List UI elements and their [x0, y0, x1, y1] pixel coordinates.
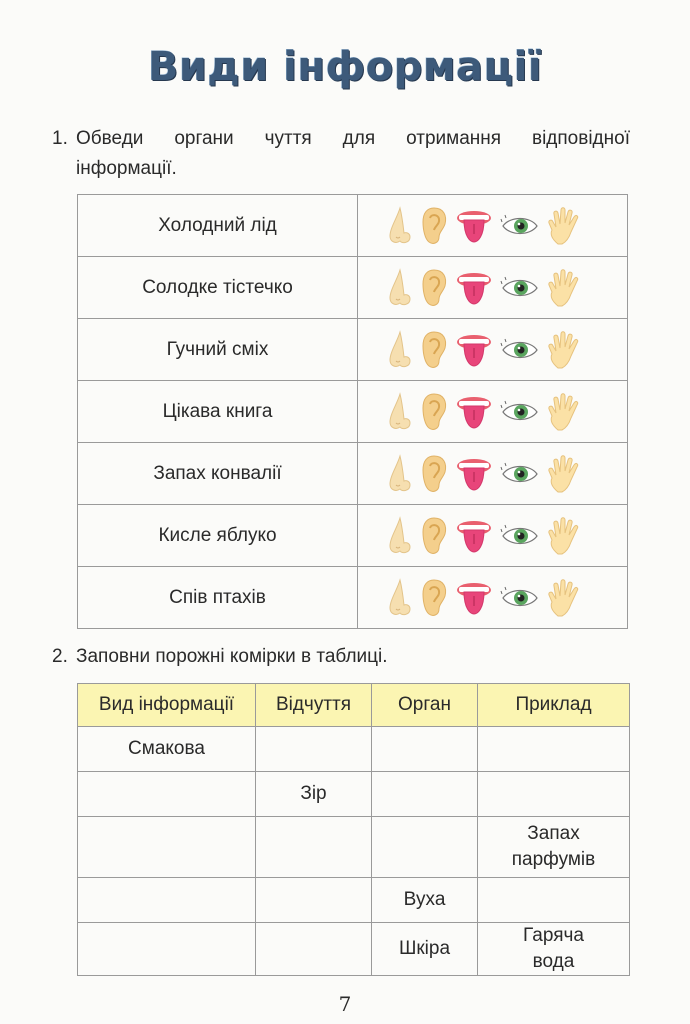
nose-icon[interactable] — [386, 330, 414, 370]
table-cell: Смакова — [78, 727, 256, 772]
task-1-instruction — [52, 124, 630, 184]
ear-icon[interactable] — [420, 206, 448, 246]
senses-row — [78, 443, 628, 505]
table-cell: Зір — [256, 772, 372, 817]
senses-row-label: Холодний лід — [78, 195, 358, 257]
column-header: Приклад — [478, 684, 630, 727]
table-cell: Вуха — [372, 878, 478, 923]
ear-icon[interactable] — [420, 454, 448, 494]
ear-icon[interactable] — [420, 578, 448, 618]
senses-row — [78, 505, 628, 567]
empty-answer-cell[interactable] — [478, 727, 630, 772]
table-cell: Гаряча вода — [478, 923, 630, 976]
tongue-icon[interactable] — [454, 578, 494, 618]
senses-row-label: Спів птахів — [78, 567, 358, 629]
empty-answer-cell[interactable] — [372, 817, 478, 878]
eye-icon[interactable] — [500, 274, 540, 302]
eye-icon[interactable] — [500, 212, 540, 240]
senses-row-label: Гучний сміх — [78, 319, 358, 381]
senses-row — [78, 195, 628, 257]
hand-icon[interactable] — [546, 392, 586, 432]
tongue-icon[interactable] — [454, 516, 494, 556]
empty-answer-cell[interactable] — [256, 817, 372, 878]
empty-answer-cell[interactable] — [256, 878, 372, 923]
senses-icons-cell — [358, 567, 628, 629]
task-1-word: чуття — [264, 128, 312, 149]
hand-icon[interactable] — [546, 330, 586, 370]
ear-icon[interactable] — [420, 516, 448, 556]
nose-icon[interactable] — [386, 516, 414, 556]
eye-icon[interactable] — [500, 336, 540, 364]
task-2-number: 2. — [52, 646, 68, 667]
table-row — [78, 817, 630, 878]
senses-row-label: Солодке тістечко — [78, 257, 358, 319]
task-2-instruction — [52, 642, 388, 672]
senses-table — [77, 194, 628, 629]
senses-icons-cell — [358, 257, 628, 319]
tongue-icon[interactable] — [454, 392, 494, 432]
task-1-number: 1. — [52, 128, 68, 149]
tongue-icon[interactable] — [454, 268, 494, 308]
empty-answer-cell[interactable] — [256, 727, 372, 772]
senses-row — [78, 319, 628, 381]
nose-icon[interactable] — [386, 206, 414, 246]
column-header: Відчуття — [256, 684, 372, 727]
table-row — [78, 727, 630, 772]
task-1-word: для — [342, 128, 376, 149]
empty-answer-cell[interactable] — [478, 878, 630, 923]
empty-answer-cell[interactable] — [372, 772, 478, 817]
table-cell: Запах парфумів — [478, 817, 630, 878]
column-header: Орган — [372, 684, 478, 727]
table-row — [78, 878, 630, 923]
hand-icon[interactable] — [546, 206, 586, 246]
eye-icon[interactable] — [500, 398, 540, 426]
nose-icon[interactable] — [386, 268, 414, 308]
nose-icon[interactable] — [386, 578, 414, 618]
hand-icon[interactable] — [546, 516, 586, 556]
task-2-text: Заповни порожні комірки в таблиці. — [76, 646, 388, 667]
table-cell: Шкіра — [372, 923, 478, 976]
empty-answer-cell[interactable] — [256, 923, 372, 976]
senses-row-label: Цікава книга — [78, 381, 358, 443]
hand-icon[interactable] — [546, 454, 586, 494]
nose-icon[interactable] — [386, 392, 414, 432]
senses-row — [78, 567, 628, 629]
table-row — [78, 772, 630, 817]
tongue-icon[interactable] — [454, 330, 494, 370]
task-1-word: Обведи — [76, 128, 144, 149]
page-title: Види інформації — [147, 44, 543, 90]
hand-icon[interactable] — [546, 268, 586, 308]
empty-answer-cell[interactable] — [78, 878, 256, 923]
tongue-icon[interactable] — [454, 454, 494, 494]
empty-answer-cell[interactable] — [372, 727, 478, 772]
ear-icon[interactable] — [420, 330, 448, 370]
empty-answer-cell[interactable] — [78, 923, 256, 976]
senses-icons-cell — [358, 195, 628, 257]
empty-answer-cell[interactable] — [78, 772, 256, 817]
empty-answer-cell[interactable] — [78, 817, 256, 878]
info-types-table — [77, 683, 630, 976]
ear-icon[interactable] — [420, 392, 448, 432]
senses-row — [78, 257, 628, 319]
ear-icon[interactable] — [420, 268, 448, 308]
senses-row-label: Кисле яблуко — [78, 505, 358, 567]
nose-icon[interactable] — [386, 454, 414, 494]
eye-icon[interactable] — [500, 584, 540, 612]
tongue-icon[interactable] — [454, 206, 494, 246]
eye-icon[interactable] — [500, 460, 540, 488]
column-header: Вид інформації — [78, 684, 256, 727]
task-1-line2: інформації. — [76, 158, 177, 179]
senses-row-label: Запах конвалії — [78, 443, 358, 505]
page-number: 7 — [338, 992, 352, 1016]
task-1-word: отримання — [406, 128, 502, 149]
hand-icon[interactable] — [546, 578, 586, 618]
empty-answer-cell[interactable] — [478, 772, 630, 817]
senses-icons-cell — [358, 319, 628, 381]
table-row — [78, 923, 630, 976]
task-1-word: відповідної — [531, 128, 630, 149]
task-1-word: органи — [174, 128, 234, 149]
eye-icon[interactable] — [500, 522, 540, 550]
senses-row — [78, 381, 628, 443]
senses-icons-cell — [358, 505, 628, 567]
senses-icons-cell — [358, 443, 628, 505]
senses-icons-cell — [358, 381, 628, 443]
